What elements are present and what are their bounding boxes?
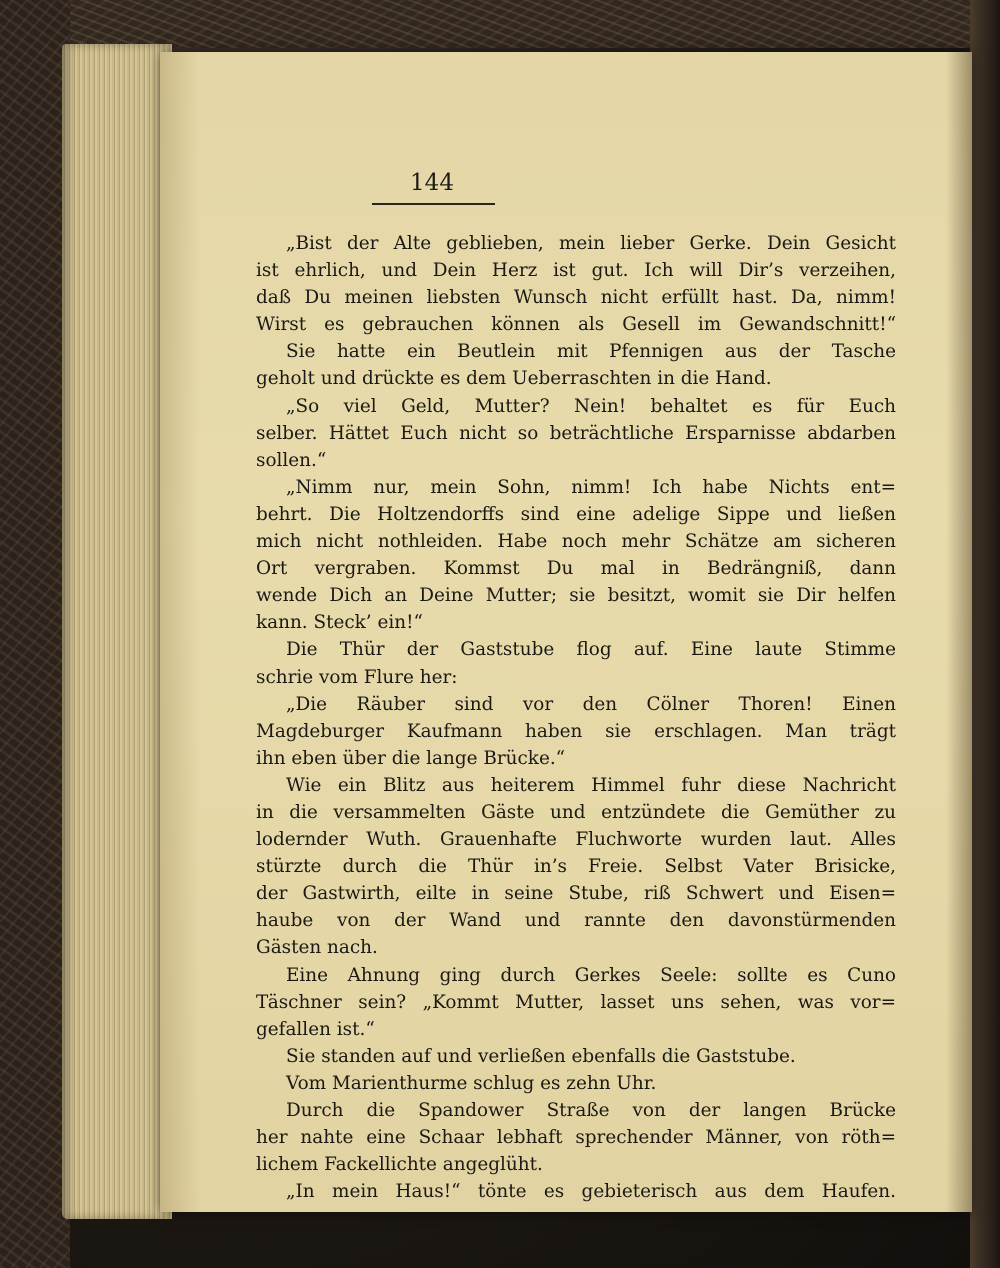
text-line: kann. Steck’ ein!“ bbox=[256, 612, 423, 634]
text-line: stürzte durch die Thür in’s Freie. Selbst Vater Brisicke, bbox=[256, 856, 896, 878]
text-line: „Nimm nur, mein Sohn, nimm! Ich habe Nichts ent= bbox=[286, 476, 896, 498]
text-line: Die Thür der Gaststube flog auf. Eine laute Stimme bbox=[286, 639, 896, 661]
text-line: Sie standen auf und verließen ebenfalls die Gaststube. bbox=[286, 1045, 796, 1067]
header-rule bbox=[372, 203, 495, 205]
text-line: schrie vom Flure her: bbox=[256, 666, 458, 688]
book-cover-top bbox=[0, 0, 1000, 48]
text-line: daß Du meinen liebsten Wunsch nicht erfüllt hast. Da, nimm! bbox=[256, 287, 896, 309]
page-gutter-shadow bbox=[946, 52, 972, 1212]
text-line: behrt. Die Holtzendorffs sind eine adelige Sippe und ließen bbox=[256, 503, 896, 525]
text-line: Täschner sein? „Kommt Mutter, lasset uns sehen, was vor= bbox=[256, 991, 896, 1013]
text-line: mich nicht nothleiden. Habe noch mehr Schätze am sicheren bbox=[256, 531, 896, 553]
text-line: der Gastwirth, eilte in seine Stube, riß Schwert und Eisen= bbox=[256, 883, 896, 905]
page-edges bbox=[62, 44, 172, 1219]
text-line: Durch die Spandower Straße von der langen Brücke bbox=[286, 1100, 896, 1121]
text-line: her nahte eine Schaar lebhaft sprechender Männer, von röth= bbox=[256, 1127, 896, 1149]
text-line: „Bist der Alte geblieben, mein lieber Gerke. Dein Gesicht bbox=[286, 233, 896, 254]
text-line: geholt und drückte es dem Ueberraschten in die Hand. bbox=[256, 368, 772, 390]
text-line: sollen.“ bbox=[256, 449, 327, 471]
text-line: „In mein Haus!“ tönte es gebieterisch aus dem Haufen. bbox=[286, 1181, 896, 1203]
text-line: selber. Hättet Euch nicht so beträchtliche Ersparnisse abdarben bbox=[256, 422, 896, 444]
body-text bbox=[256, 230, 896, 1205]
text-line: Magdeburger Kaufmann haben sie erschlagen. Man trägt bbox=[256, 720, 896, 742]
book-cover-right bbox=[970, 0, 1000, 1268]
text-line: in die versammelten Gäste und entzündete die Gemüther zu bbox=[256, 801, 896, 823]
text-line: ihn eben über die lange Brücke.“ bbox=[256, 747, 566, 769]
text-line: ist ehrlich, und Dein Herz ist gut. Ich will Dir’s verzeihen, bbox=[256, 260, 896, 282]
text-line: „Die Räuber sind vor den Cölner Thoren! Einen bbox=[286, 693, 896, 715]
text-line: Sie hatte ein Beutlein mit Pfennigen aus der Tasche bbox=[286, 341, 896, 363]
text-line: Wie ein Blitz aus heiterem Himmel fuhr diese Nachricht bbox=[286, 774, 896, 796]
book-cover-left bbox=[0, 0, 70, 1268]
text-line: Ort vergraben. Kommst Du mal in Bedrängniß, dann bbox=[256, 558, 896, 580]
text-line: Wirst es gebrauchen können als Gesell im Gewandschnitt!“ bbox=[256, 314, 896, 336]
text-line: Eine Ahnung ging durch Gerkes Seele: sollte es Cuno bbox=[286, 964, 896, 986]
text-line: Gästen nach. bbox=[256, 937, 378, 959]
text-line: wende Dich an Deine Mutter; sie besitzt, womit sie Dir helfen bbox=[256, 585, 896, 607]
text-line: lichem Fackellichte angeglüht. bbox=[256, 1154, 543, 1176]
book-page bbox=[160, 52, 972, 1212]
text-line: haube von der Wand und rannte den davonstürmenden bbox=[256, 910, 896, 932]
text-line: Vom Marienthurme schlug es zehn Uhr. bbox=[286, 1072, 657, 1094]
text-line: „So viel Geld, Mutter? Nein! behaltet es für Euch bbox=[286, 395, 896, 417]
page-number: 144 bbox=[410, 170, 454, 196]
text-line: lodernder Wuth. Grauenhafte Fluchworte wurden laut. Alles bbox=[256, 829, 896, 851]
text-line: gefallen ist.“ bbox=[256, 1018, 375, 1040]
